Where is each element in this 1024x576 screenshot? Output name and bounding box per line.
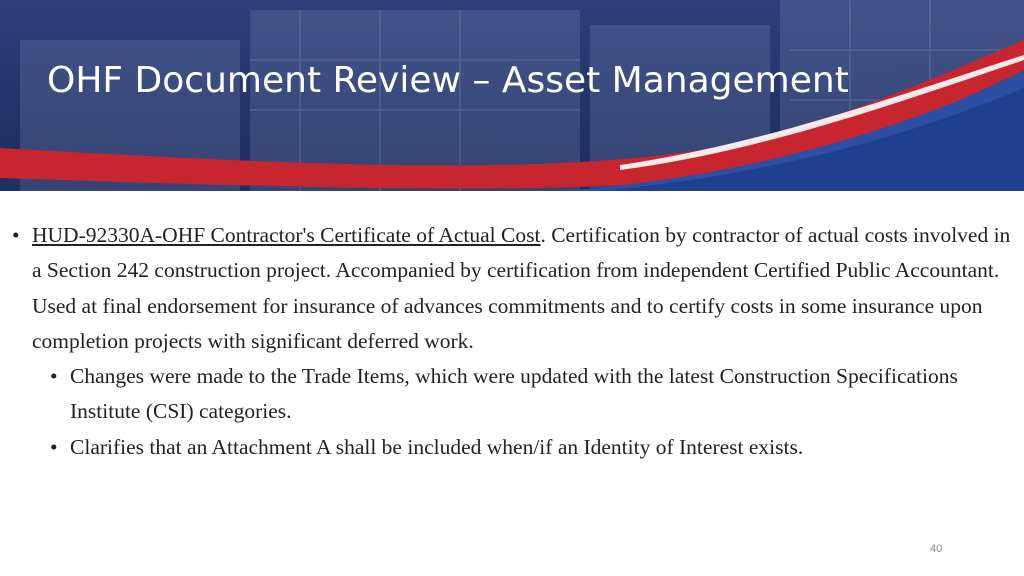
main-bullet (12, 218, 1016, 359)
bullet-marker: • (50, 434, 58, 459)
sub-bullet (12, 430, 1016, 465)
slide-title: OHF Document Review – Asset Management (47, 60, 849, 101)
slide-body (12, 218, 1016, 465)
sub-bullet (12, 359, 1016, 430)
form-link[interactable]: HUD-92330A-OHF Contractor's Certificate of Actual Cost (32, 223, 541, 247)
bullet-marker: • (50, 364, 58, 389)
bullet-marker: • (12, 223, 20, 247)
sub-bullet-text: Changes were made to the Trade Items, which were updated with the latest Construction Specifications Institute (CSI) categories. (70, 364, 958, 424)
header-banner (0, 0, 1024, 191)
sub-bullet-text: Clarifies that an Attachment A shall be included when/if an Identity of Interest exists. (70, 434, 804, 459)
main-bullet-text: . Certification by contractor of actual costs involved in a Section 242 construction project. Accompanied by certification from independent Certified Public Accountant. Used at final endorsement for insurance of advances commitments and to certify costs in some insurance upon completion projects with significant deferred work. (32, 223, 1011, 353)
page-number: 40 (930, 543, 943, 555)
